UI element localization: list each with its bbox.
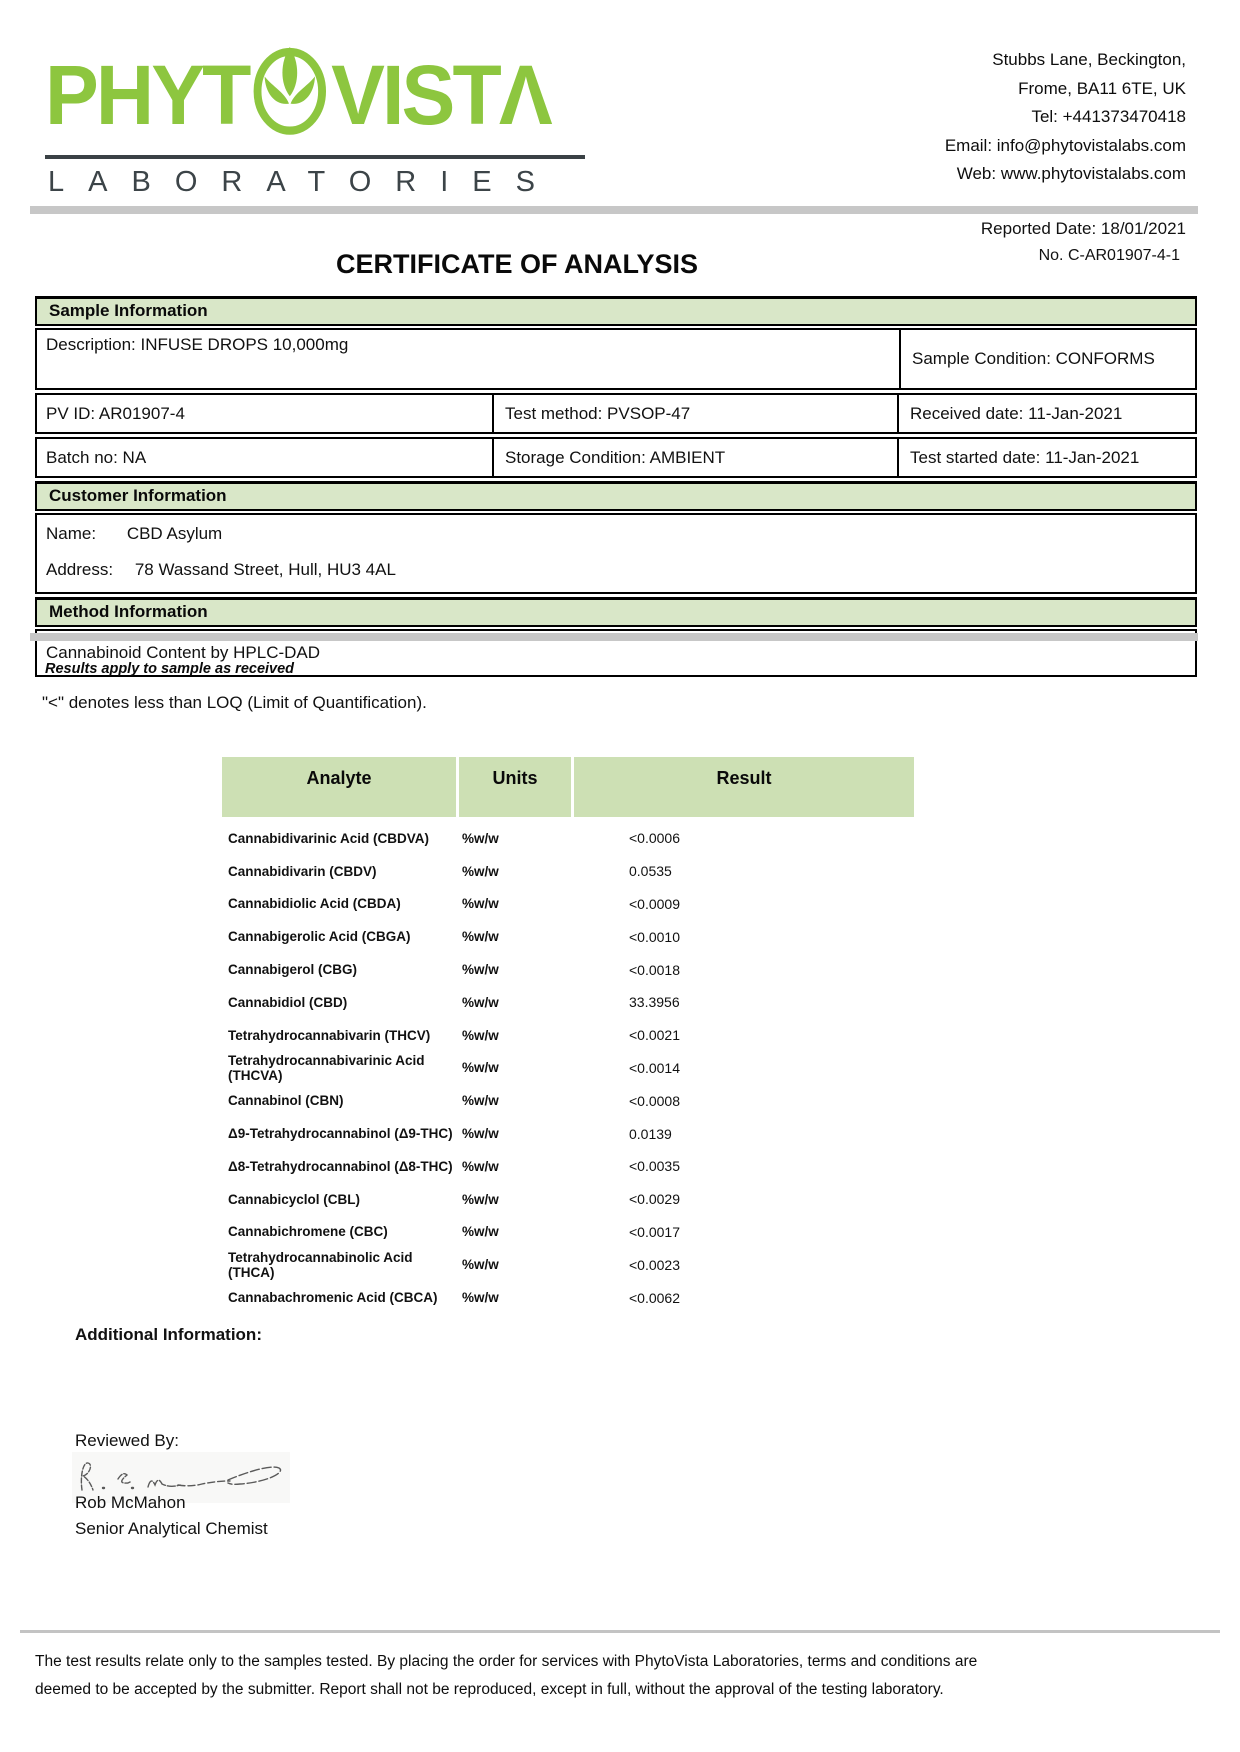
cell-analyte: Tetrahydrocannabinolic Acid (THCA)	[228, 1249, 413, 1280]
sample-condition: Sample Condition: CONFORMS	[899, 330, 1195, 388]
table-row	[222, 1248, 914, 1281]
contact-phone: Tel: +441373470418	[1031, 107, 1186, 126]
footer-disclaimer	[35, 1648, 977, 1704]
results-table-header	[222, 757, 914, 817]
table-row	[222, 1052, 914, 1085]
sample-description: Description: INFUSE DROPS 10,000mg	[46, 335, 349, 354]
table-row	[222, 1216, 914, 1249]
cell-analyte: Cannabichromene (CBC)	[228, 1224, 388, 1240]
cell-units: %w/w	[462, 1158, 499, 1174]
table-row	[222, 1084, 914, 1117]
customer-address-label: Address:	[46, 560, 114, 579]
cell-result: <0.0062	[629, 1289, 680, 1306]
cell-units: %w/w	[462, 962, 499, 978]
cell-units: %w/w	[462, 830, 499, 846]
cell-result: <0.0014	[629, 1059, 680, 1076]
reviewer-name: Rob McMahon	[75, 1493, 186, 1512]
sample-description-row	[35, 328, 1197, 390]
cell-result: <0.0018	[629, 961, 680, 978]
customer-address-value: 78 Wassand Street, Hull, HU3 4AL	[134, 560, 396, 579]
footer-divider-line	[20, 1630, 1220, 1633]
cell-analyte: Cannabinol (CBN)	[228, 1093, 344, 1109]
cell-result: 33.3956	[629, 994, 680, 1011]
additional-information-label: Additional Information:	[75, 1325, 262, 1344]
cell-units: %w/w	[462, 1126, 499, 1142]
reported-date: Reported Date: 18/01/2021	[980, 219, 1186, 238]
table-row	[222, 855, 914, 888]
customer-name-line	[46, 524, 1195, 544]
cell-units: %w/w	[462, 1060, 499, 1076]
cell-units: %w/w	[462, 994, 499, 1010]
storage-condition: Storage Condition: AMBIENT	[492, 439, 897, 476]
cell-result: <0.0006	[629, 830, 680, 847]
contact-web: Web: www.phytovistalabs.com	[956, 164, 1186, 183]
cell-units: %w/w	[462, 896, 499, 912]
info-tables	[35, 296, 1197, 677]
logo-wordmark	[45, 40, 568, 149]
logo-subtitle: LABORATORIES	[48, 166, 559, 198]
table-row	[222, 920, 914, 953]
customer-information-header: Customer Information	[35, 481, 1197, 511]
contact-email: Email: info@phytovistalabs.com	[944, 135, 1186, 155]
cell-result: <0.0035	[629, 1158, 680, 1175]
lab-contact-block	[945, 46, 1186, 189]
sample-information-header: Sample Information	[35, 296, 1197, 326]
cell-analyte: Cannabicyclol (CBL)	[228, 1191, 361, 1207]
method-name: Cannabinoid Content by HPLC-DAD	[35, 629, 1197, 677]
cell-result: 0.0139	[629, 1125, 672, 1142]
logo-text-part3: Λ	[498, 47, 550, 142]
report-number: No. C-AR01907-4-1	[1038, 247, 1180, 264]
cell-result: <0.0017	[629, 1223, 680, 1240]
customer-name-label: Name:	[46, 524, 97, 543]
received-date: Received date: 11-Jan-2021	[897, 395, 1195, 432]
sample-batch-row	[35, 437, 1197, 478]
header-divider-bar	[30, 206, 1198, 214]
results-note: Results apply to sample as received	[45, 661, 295, 677]
cell-result: <0.0010	[629, 928, 680, 945]
contact-address-line2: Frome, BA11 6TE, UK	[1018, 78, 1186, 98]
cell-result: 0.0535	[629, 863, 672, 880]
pv-id: PV ID: AR01907-4	[46, 403, 185, 423]
test-started-date: Test started date: 11-Jan-2021	[897, 439, 1195, 476]
test-method: Test method: PVSOP-47	[492, 395, 897, 432]
customer-address-line	[46, 560, 1195, 580]
results-table-body	[222, 822, 914, 1314]
footer-line1: The test results relate only to the samples tested. By placing the order for services with PhytoVista Laboratories, terms and conditions are	[35, 1653, 978, 1670]
logo-divider-line	[45, 155, 585, 159]
cell-analyte: Tetrahydrocannabivarinic Acid (THCVA)	[228, 1052, 425, 1083]
phytovista-logo	[45, 40, 590, 199]
contact-address-line1: Stubbs Lane, Beckington,	[992, 50, 1186, 69]
cell-analyte: Cannabidivarin (CBDV)	[228, 863, 377, 879]
logo-text-part2: VIST	[331, 47, 499, 142]
cell-analyte: Cannabigerolic Acid (CBGA)	[228, 929, 411, 945]
column-header-units: Units	[459, 757, 571, 817]
cell-analyte: Tetrahydrocannabivarin (THCV)	[228, 1027, 431, 1043]
customer-information-box	[35, 513, 1197, 594]
table-row	[222, 1281, 914, 1314]
section-divider-bar	[30, 633, 1198, 641]
reviewed-by-label: Reviewed By:	[75, 1431, 179, 1450]
table-row	[222, 953, 914, 986]
cell-units: %w/w	[462, 1257, 499, 1273]
cell-result: <0.0029	[629, 1191, 680, 1208]
cell-analyte: Cannabidiolic Acid (CBDA)	[228, 896, 401, 912]
column-header-analyte: Analyte	[222, 757, 456, 817]
cell-units: %w/w	[462, 929, 499, 945]
customer-name-value: CBD Asylum	[126, 524, 223, 543]
cell-analyte: Δ9-Tetrahydrocannabinol (Δ9-THC)	[228, 1126, 453, 1142]
cell-result: <0.0008	[629, 1092, 680, 1109]
table-row	[222, 1117, 914, 1150]
batch-no: Batch no: NA	[46, 447, 147, 467]
cell-units: %w/w	[462, 1027, 499, 1043]
table-row	[222, 822, 914, 855]
footer-line2: deemed to be accepted by the submitter. Report shall not be reproduced, except in full, without the approval of the testing laboratory.	[35, 1681, 944, 1698]
table-row	[222, 1183, 914, 1216]
table-row	[222, 888, 914, 921]
reviewer-role: Senior Analytical Chemist	[75, 1519, 268, 1538]
cell-analyte: Cannabidiol (CBD)	[228, 994, 348, 1010]
cell-units: %w/w	[462, 1224, 499, 1240]
table-row	[222, 1150, 914, 1183]
cell-analyte: Δ8-Tetrahydrocannabinol (Δ8-THC)	[228, 1158, 453, 1174]
cell-result: <0.0009	[629, 895, 680, 912]
loq-note: "<" denotes less than LOQ (Limit of Quantification).	[42, 693, 427, 712]
cell-units: %w/w	[462, 1093, 499, 1109]
cell-units: %w/w	[462, 1290, 499, 1306]
cell-analyte: Cannabigerol (CBG)	[228, 962, 358, 978]
cell-analyte: Cannabidivarinic Acid (CBDVA)	[228, 830, 430, 846]
table-row	[222, 986, 914, 1019]
column-header-result: Result	[574, 757, 914, 817]
cell-result: <0.0021	[629, 1027, 680, 1044]
logo-text-part1: PHYT	[45, 47, 249, 142]
cell-units: %w/w	[462, 1191, 499, 1207]
method-information-header: Method Information	[35, 597, 1197, 627]
leaf-icon	[250, 40, 329, 149]
cell-analyte: Cannabachromenic Acid (CBCA)	[228, 1290, 438, 1306]
sample-ids-row	[35, 393, 1197, 434]
results-table	[222, 757, 914, 1314]
page-title: CERTIFICATE OF ANALYSIS	[335, 249, 699, 279]
table-row	[222, 1019, 914, 1052]
cell-units: %w/w	[462, 863, 499, 879]
cell-result: <0.0023	[629, 1256, 680, 1273]
